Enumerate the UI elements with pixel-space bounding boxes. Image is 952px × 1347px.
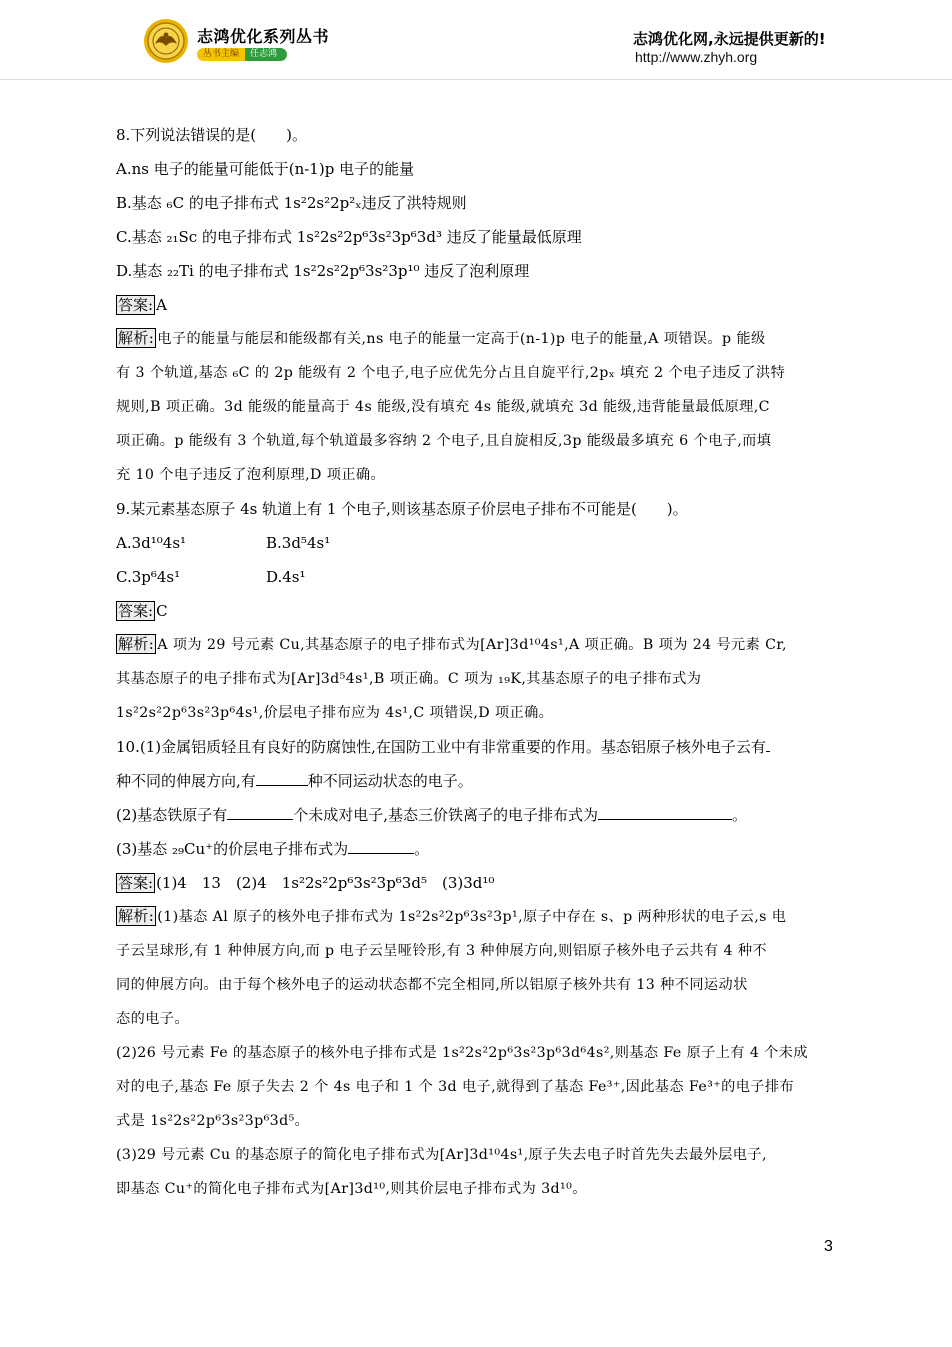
- answer-blank: [227, 805, 293, 820]
- q8-answer-value: A: [156, 296, 167, 314]
- q10-analysis-line: 式是 1s²2s²2p⁶3s²3p⁶3d⁵。: [116, 1113, 310, 1129]
- q8-analysis-text: 电子的能量与能层和能级都有关,ns 电子的能量一定高于(n-1)p 电子的能量,A 项错误。p 能级: [157, 331, 766, 347]
- q10-analysis-line: [116, 900, 840, 934]
- q9-analysis-text: A 项为 29 号元素 Cu,其基态原子的电子排布式为[Ar]3d¹⁰4s¹,A 项正确。B 项为 24 号元素 Cr,: [157, 637, 787, 653]
- q10-answer-value: (1)4 13 (2)4 1s²2s²2p⁶3s²3p⁶3d⁵ (3)3d¹⁰: [156, 874, 495, 892]
- page-content: [116, 118, 840, 1206]
- q10-part3: [116, 832, 840, 866]
- q8-analysis-line: [116, 322, 840, 356]
- q10-analysis-line: 即基态 Cu⁺的简化电子排布式为[Ar]3d¹⁰,则其价层电子排布式为 3d¹⁰。: [116, 1181, 587, 1197]
- q10-part3-text: 。: [414, 840, 430, 858]
- q10-analysis-line: 子云呈球形,有 1 种伸展方向,而 p 电子云呈哑铃形,有 3 种伸展方向,则铝原子核外电子云共有 4 种不: [116, 943, 768, 959]
- q10-analysis-line: 同的伸展方向。由于每个核外电子的运动状态都不完全相同,所以铝原子核外共有 13 种不同运动状: [116, 977, 748, 993]
- answer-blank: [766, 737, 770, 752]
- answer-tag: 答案:: [118, 874, 154, 892]
- analysis-tag: 解析:: [118, 635, 155, 653]
- q10-stem-text: 种不同的伸展方向,有: [116, 772, 256, 790]
- q9-analysis-line: [116, 628, 840, 662]
- answer-tag: 答案:: [118, 296, 154, 314]
- q10-part2-text: (2)基态铁原子有: [116, 806, 228, 824]
- q9-option-b: B.3d⁵4s¹: [266, 534, 331, 552]
- editor-label: 丛书主编: [197, 48, 245, 61]
- q8-option-a: A.ns 电子的能量可能低于(n-1)p 电子的能量: [116, 160, 415, 178]
- q9-stem: 9.某元素基态原子 4s 轨道上有 1 个电子,则该基态原子价层电子排布不可能是( )。: [116, 500, 688, 518]
- q10-analysis-line: (3)29 号元素 Cu 的基态原子的简化电子排布式为[Ar]3d¹⁰4s¹,原子失去电子时首先失去最外层电子,: [116, 1147, 767, 1163]
- q10-stem-text: 10.(1)金属铝质轻且有良好的防腐蚀性,在国防工业中有非常重要的作用。基态铝原子核外电子云有: [116, 738, 766, 756]
- q10-analysis-line: (2)26 号元素 Fe 的基态原子的核外电子排布式是 1s²2s²2p⁶3s²3p⁶3d⁶4s²,则基态 Fe 原子上有 4 个未成: [116, 1045, 808, 1061]
- q8-analysis-line: 有 3 个轨道,基态 ₆C 的 2p 能级有 2 个电子,电子应优先分占且自旋平行,2pₓ 填充 2 个电子违反了洪特: [116, 365, 786, 381]
- q8-option-d: D.基态 ₂₂Ti 的电子排布式 1s²2s²2p⁶3s²3p¹⁰ 违反了泡利原理: [116, 262, 530, 280]
- q10-stem-cont: [116, 764, 840, 798]
- series-title: 志鸿优化系列丛书: [197, 27, 330, 46]
- q10-analysis-line: 对的电子,基态 Fe 原子失去 2 个 4s 电子和 1 个 3d 电子,就得到了基态 Fe³⁺,因此基态 Fe³⁺的电子排布: [116, 1079, 795, 1095]
- q8-analysis-line: 充 10 个电子违反了泡利原理,D 项正确。: [116, 467, 386, 483]
- q8-option-c: C.基态 ₂₁Sc 的电子排布式 1s²2s²2p⁶3s²3p⁶3d³ 违反了能量最低原理: [116, 228, 582, 246]
- q9-options-row: [116, 526, 840, 560]
- q9-option-c: C.3p⁶4s¹: [116, 568, 181, 586]
- q9-option-d: D.4s¹: [266, 568, 306, 586]
- q8-analysis-line: 规则,B 项正确。3d 能级的能量高于 4s 能级,没有填充 4s 能级,就填充 3d 能级,违背能量最低原理,C: [116, 399, 770, 415]
- q8-analysis-line: 项正确。p 能级有 3 个轨道,每个轨道最多容纳 2 个电子,且自旋相反,3p 能级最多填充 6 个电子,而填: [116, 433, 772, 449]
- q8-option-b: B.基态 ₆C 的电子排布式 1s²2s²2p²ₓ违反了洪特规则: [116, 194, 467, 212]
- q9-options-row: [116, 560, 840, 594]
- q10-answer: [116, 866, 840, 900]
- q8-answer: [116, 288, 840, 322]
- page-header: [0, 0, 952, 80]
- page-number: 3: [824, 1238, 833, 1255]
- editor-badge: [197, 48, 287, 61]
- q10-part2-text: 个未成对电子,基态三价铁离子的电子排布式为: [293, 806, 599, 824]
- q10-stem-text: 种不同运动状态的电子。: [307, 772, 473, 790]
- q8-stem: 8.下列说法错误的是( )。: [116, 126, 308, 144]
- q10-stem: [116, 730, 840, 764]
- q10-analysis-line: 态的电子。: [116, 1011, 189, 1027]
- answer-blank: [256, 771, 308, 786]
- header-divider: [0, 79, 952, 80]
- answer-blank: [598, 805, 732, 820]
- q9-analysis-line: 1s²2s²2p⁶3s²3p⁶4s¹,价层电子排布应为 4s¹,C 项错误,D 项正确。: [116, 705, 554, 721]
- header-url: http://www.zhyh.org: [635, 49, 758, 65]
- q10-part2: [116, 798, 840, 832]
- q10-analysis-text: (1)基态 Al 原子的核外电子排布式为 1s²2s²2p⁶3s²3p¹,原子中存在 s、p 两种形状的电子云,s 电: [157, 909, 787, 925]
- editor-name: 任志鸿: [245, 48, 287, 61]
- eagle-emblem-icon: [143, 18, 189, 64]
- q9-answer: [116, 594, 840, 628]
- analysis-tag: 解析:: [118, 907, 155, 925]
- q10-part3-text: (3)基态 ₂₉Cu⁺的价层电子排布式为: [116, 840, 349, 858]
- answer-blank: [348, 839, 414, 854]
- q10-part2-text: 。: [732, 806, 748, 824]
- header-slogan: 志鸿优化网,永远提供更新的!: [633, 30, 826, 48]
- q9-option-a: A.3d¹⁰4s¹: [116, 534, 187, 552]
- q9-analysis-line: 其基态原子的电子排布式为[Ar]3d⁵4s¹,B 项正确。C 项为 ₁₉K,其基态原子的电子排布式为: [116, 671, 702, 687]
- q9-answer-value: C: [156, 602, 168, 620]
- analysis-tag: 解析:: [118, 329, 155, 347]
- answer-tag: 答案:: [118, 602, 154, 620]
